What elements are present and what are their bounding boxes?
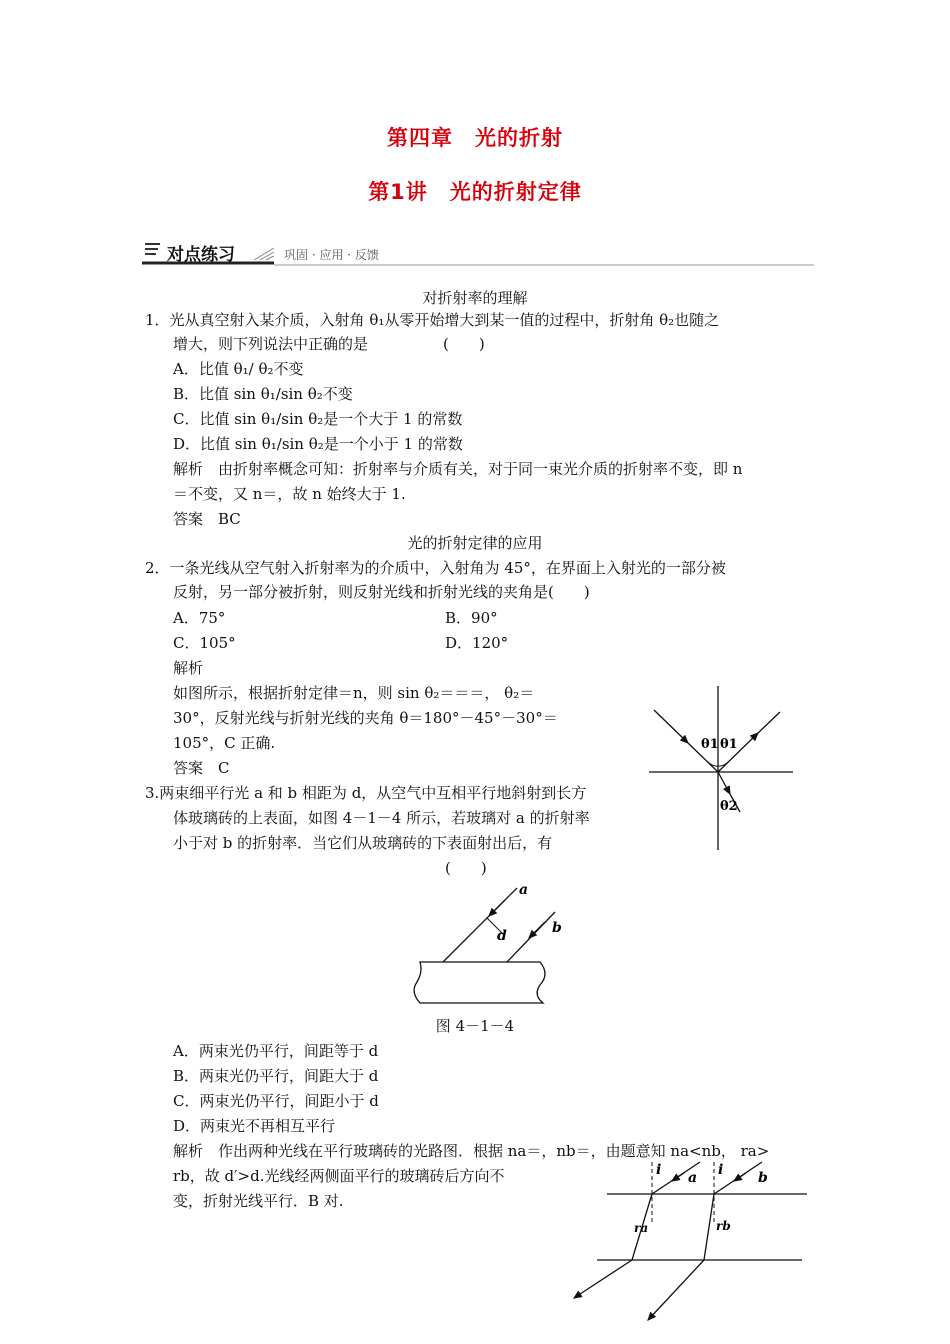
- label-i: i: [718, 1162, 724, 1178]
- label-a: a: [519, 882, 529, 898]
- chapter-title: 第四章 光的折射: [387, 126, 563, 150]
- ray-a-arrow: [672, 1173, 684, 1181]
- q3-stem-line3: 小于对 b 的折射率．当它们从玻璃砖的下表面射出后，有: [173, 834, 553, 852]
- theta2-label: θ2: [720, 799, 738, 814]
- topic-heading: 光的折射定律的应用: [407, 534, 543, 552]
- q3-stem-line2: 体玻璃砖的上表面，如图 4－1－4 所示，若玻璃对 a 的折射率: [173, 809, 590, 827]
- q3-analysis-line3: 变，折射光线平行．B 对.: [173, 1192, 344, 1210]
- q1-analysis-line1: 解析 由折射率概念可知：折射率与介质有关，对于同一束光介质的折射率不变，即 n: [173, 460, 743, 478]
- q3-option-c: C．两束光仍平行，间距小于 d: [173, 1092, 379, 1110]
- q1-option-c: C．比值 sin θ₁/sin θ₂是一个大于 1 的常数: [173, 410, 463, 428]
- label-i: i: [656, 1162, 662, 1178]
- q2-analysis-line2: 30°，反射光线与折射光线的夹角 θ＝180°－45°－30°＝: [173, 709, 558, 727]
- q1-stem-line1: 1．光从真空射入某介质，入射角 θ₁从零开始增大到某一值的过程中，折射角 θ₂也随之: [145, 311, 720, 329]
- glass-slab-figure: [405, 880, 565, 1005]
- q2-option-b: B．90°: [445, 609, 498, 627]
- q2-analysis-line1: 如图所示，根据折射定律＝n，则 sin θ₂＝＝＝， θ₂＝: [173, 684, 535, 702]
- refracted-ray: [718, 772, 730, 794]
- figure-caption: 图 4－1－4: [435, 1017, 515, 1035]
- label-rb: rb: [716, 1219, 731, 1233]
- ray-a-out: [574, 1260, 632, 1298]
- q2-refraction-figure: [646, 682, 796, 852]
- q3-option-b: B．两束光仍平行，间距大于 d: [173, 1067, 379, 1085]
- q2-stem-line1: 2．一条光线从空气射入折射率为的介质中，入射角为 45°，在界面上入射光的一部分被: [145, 559, 726, 577]
- q2-option-a: A．75°: [173, 609, 226, 627]
- ray-a: [443, 888, 517, 962]
- q3-answer-paren: ( ): [445, 859, 487, 877]
- ray-b-arrow: [529, 922, 545, 938]
- topic-heading: 对折射率的理解: [422, 289, 528, 307]
- q2-analysis-label: 解析: [173, 659, 204, 677]
- theta1-label: θ1: [701, 737, 719, 752]
- label-b: b: [758, 1170, 768, 1186]
- ray-b-glass: [704, 1194, 714, 1260]
- label-d: d: [497, 928, 507, 944]
- q2-option-d: D．120°: [445, 634, 509, 652]
- q3-stem-line1: 3.两束细平行光 a 和 b 相距为 d，从空气中互相平行地斜射到长方: [145, 784, 587, 802]
- q1-stem-line2: 增大，则下列说法中正确的是 ( ): [173, 335, 485, 353]
- ray-a-arrow: [489, 900, 505, 916]
- q3-option-d: D．两束光不再相互平行: [173, 1117, 336, 1135]
- glass-slab: [414, 962, 545, 1003]
- q2-option-c: C．105°: [173, 634, 236, 652]
- q1-answer: 答案 BC: [173, 510, 241, 528]
- q1-option-a: A．比值 θ₁/ θ₂不变: [173, 360, 304, 378]
- label-b: b: [552, 920, 562, 936]
- section-header: [142, 238, 814, 268]
- label-a: a: [688, 1170, 698, 1186]
- q2-stem-line2: 反射，另一部分被折射，则反射光线和折射光线的夹角是( ): [173, 583, 590, 601]
- q3-light-path-figure: [572, 1160, 812, 1340]
- reflected-ray: [758, 712, 780, 733]
- ray-b: [507, 912, 555, 962]
- q1-analysis-line2: ＝不变，又 n＝，故 n 始终大于 1.: [173, 485, 406, 503]
- q2-analysis-line3: 105°，C 正确.: [173, 734, 276, 752]
- theta1-label: θ1: [720, 737, 738, 752]
- q3-option-a: A．两束光仍平行，间距等于 d: [173, 1042, 379, 1060]
- q1-option-b: B．比值 sin θ₁/sin θ₂不变: [173, 385, 353, 403]
- q2-answer: 答案 C: [173, 759, 230, 777]
- q3-analysis-line1: 解析 作出两种光线在平行玻璃砖的光路图．根据 na＝，nb＝，由题意知 na<nb， ra>: [173, 1142, 770, 1160]
- q3-analysis-line2: rb，故 d′>d.光线经两侧面平行的玻璃砖后方向不: [173, 1167, 505, 1185]
- lecture-title: 第1讲 光的折射定律: [368, 180, 582, 204]
- ray-b-out: [648, 1260, 704, 1320]
- section-header-decoration: [142, 238, 814, 268]
- label-ra: ra: [634, 1221, 649, 1235]
- incident-ray: [654, 710, 688, 743]
- q1-option-d: D．比值 sin θ₁/sin θ₂是一个小于 1 的常数: [173, 435, 463, 453]
- section-header-subtitle: 巩固 · 应用 · 反馈: [284, 248, 379, 262]
- section-header-title: 对点练习: [167, 245, 235, 265]
- ray-b-arrow: [734, 1173, 746, 1181]
